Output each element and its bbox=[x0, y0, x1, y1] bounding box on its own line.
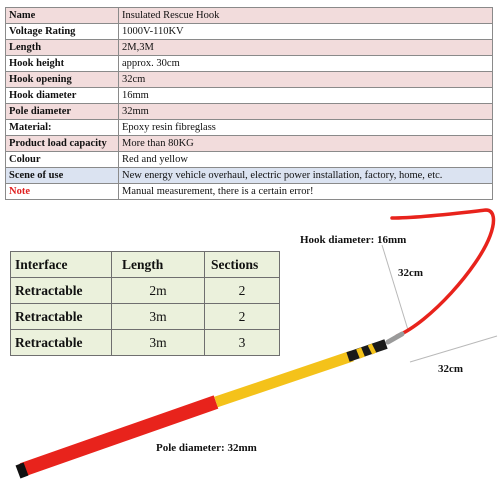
sections-table bbox=[10, 251, 280, 356]
pole-diameter-label: Pole diameter: 32mm bbox=[156, 442, 257, 454]
spec-value: Insulated Rescue Hook bbox=[119, 8, 493, 24]
sections-header-row bbox=[11, 252, 280, 278]
spec-value: 16mm bbox=[119, 88, 493, 104]
grip-band bbox=[358, 352, 363, 354]
cell-sections: 2 bbox=[205, 304, 280, 330]
table-row bbox=[11, 304, 280, 330]
cell-interface: Retractable bbox=[11, 278, 112, 304]
table-row bbox=[11, 330, 280, 356]
spec-value: 32mm bbox=[119, 104, 493, 120]
spec-value: More than 80KG bbox=[119, 136, 493, 152]
spec-label: Colour bbox=[6, 152, 119, 168]
pole-yellow-section bbox=[216, 356, 352, 402]
spec-value: New energy vehicle overhaul, electric power installation, factory, home, etc. bbox=[119, 168, 493, 184]
header-sections: Sections bbox=[205, 252, 280, 278]
hook-neck bbox=[388, 334, 402, 342]
table-row bbox=[11, 278, 280, 304]
cell-length: 3m bbox=[112, 304, 205, 330]
spec-label: Hook height bbox=[6, 56, 119, 72]
pole-red-section bbox=[22, 402, 216, 470]
cell-length: 2m bbox=[112, 278, 205, 304]
header-interface: Interface bbox=[11, 252, 112, 278]
note-value: Manual measurement, there is a certain error! bbox=[119, 184, 493, 200]
cell-interface: Retractable bbox=[11, 304, 112, 330]
pole-grip bbox=[348, 344, 386, 357]
spec-label: Length bbox=[6, 40, 119, 56]
cell-length: 3m bbox=[112, 330, 205, 356]
spec-label: Pole diameter bbox=[6, 104, 119, 120]
spec-value: 32cm bbox=[119, 72, 493, 88]
pole-end-cap bbox=[18, 469, 26, 472]
spec-value: Red and yellow bbox=[119, 152, 493, 168]
hook-height-dimension-line bbox=[382, 245, 408, 330]
hook-opening-label: 32cm bbox=[438, 363, 464, 375]
spec-label: Product load capacity bbox=[6, 136, 119, 152]
hook-opening-dimension-line bbox=[410, 336, 497, 362]
hook-height-label: 32cm bbox=[398, 267, 424, 279]
spec-label: Material: bbox=[6, 120, 119, 136]
header-length: Length bbox=[112, 252, 205, 278]
spec-value: approx. 30cm bbox=[119, 56, 493, 72]
spec-label: Hook diameter bbox=[6, 88, 119, 104]
cell-sections: 3 bbox=[205, 330, 280, 356]
spec-value: 1000V-110KV bbox=[119, 24, 493, 40]
spec-label: Name bbox=[6, 8, 119, 24]
cell-interface: Retractable bbox=[11, 330, 112, 356]
note-label: Note bbox=[6, 184, 119, 200]
hook-diameter-label: Hook diameter: 16mm bbox=[300, 234, 407, 246]
grip-band bbox=[370, 348, 374, 350]
spec-label: Voltage Rating bbox=[6, 24, 119, 40]
cell-sections: 2 bbox=[205, 278, 280, 304]
spec-value: 2M,3M bbox=[119, 40, 493, 56]
spec-value: Epoxy resin fibreglass bbox=[119, 120, 493, 136]
spec-label: Scene of use bbox=[6, 168, 119, 184]
spec-label: Hook opening bbox=[6, 72, 119, 88]
